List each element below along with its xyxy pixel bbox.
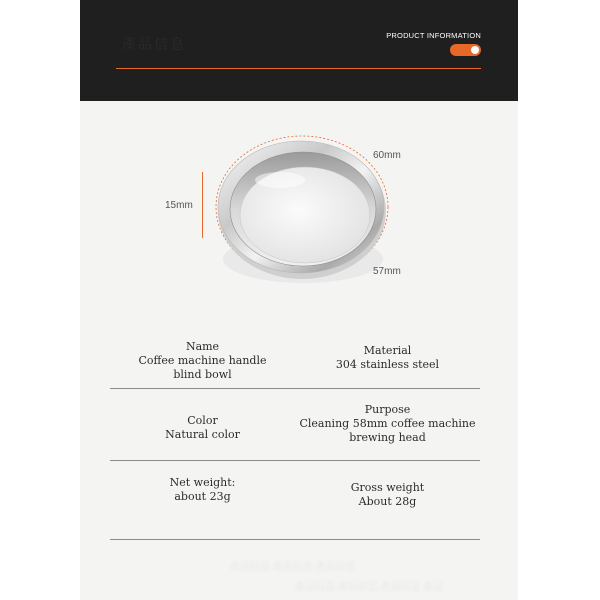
spec-label: Color	[187, 414, 218, 427]
spec-value-line: blind bowl	[173, 368, 232, 381]
bottom-diameter-label: 57mm	[373, 266, 401, 277]
ghost-title: 產品信息	[122, 37, 186, 53]
footer-blurred-text: 產品信息 產品信息 產品信息	[230, 562, 356, 573]
spec-value-line: Coffee machine handle	[138, 354, 267, 367]
header-label: PRODUCT INFORMATION	[386, 31, 481, 40]
spec-divider	[110, 460, 480, 461]
spec-value-line: Cleaning 58mm coffee machine	[299, 417, 476, 430]
spec-label: Gross weight	[350, 481, 425, 494]
spec-label: Net weight:	[169, 476, 236, 489]
spec-label: Purpose	[364, 403, 411, 416]
right-margin	[518, 0, 600, 600]
blind-bowl-image	[210, 135, 395, 295]
left-margin	[0, 0, 80, 600]
spec-divider	[110, 388, 480, 389]
toggle-switch[interactable]	[450, 44, 481, 56]
header-divider	[116, 68, 481, 69]
net-weight-spec	[110, 476, 295, 504]
toggle-knob	[471, 46, 479, 54]
color-spec	[110, 414, 295, 442]
product-info-panel	[80, 0, 518, 600]
material-spec	[295, 344, 480, 372]
height-label: 15mm	[165, 200, 193, 211]
spec-value-line: About 28g	[358, 495, 417, 508]
spec-value-line: brewing head	[349, 431, 426, 444]
spec-divider	[110, 539, 480, 540]
height-indicator-line	[202, 172, 203, 238]
header-bar	[80, 0, 518, 101]
name-spec	[110, 340, 295, 382]
gross-weight-spec	[295, 481, 480, 509]
spec-value-line: Natural color	[165, 428, 240, 441]
top-diameter-label: 60mm	[373, 150, 401, 161]
spec-value-line: 304 stainless steel	[335, 358, 440, 371]
spec-label: Material	[363, 344, 412, 357]
spec-label: Name	[185, 340, 220, 353]
purpose-spec	[295, 403, 480, 445]
spec-value-line: about 23g	[174, 490, 231, 503]
footer-blurred-text: 產品信息 產品信息 產品信息 產品	[295, 582, 444, 593]
